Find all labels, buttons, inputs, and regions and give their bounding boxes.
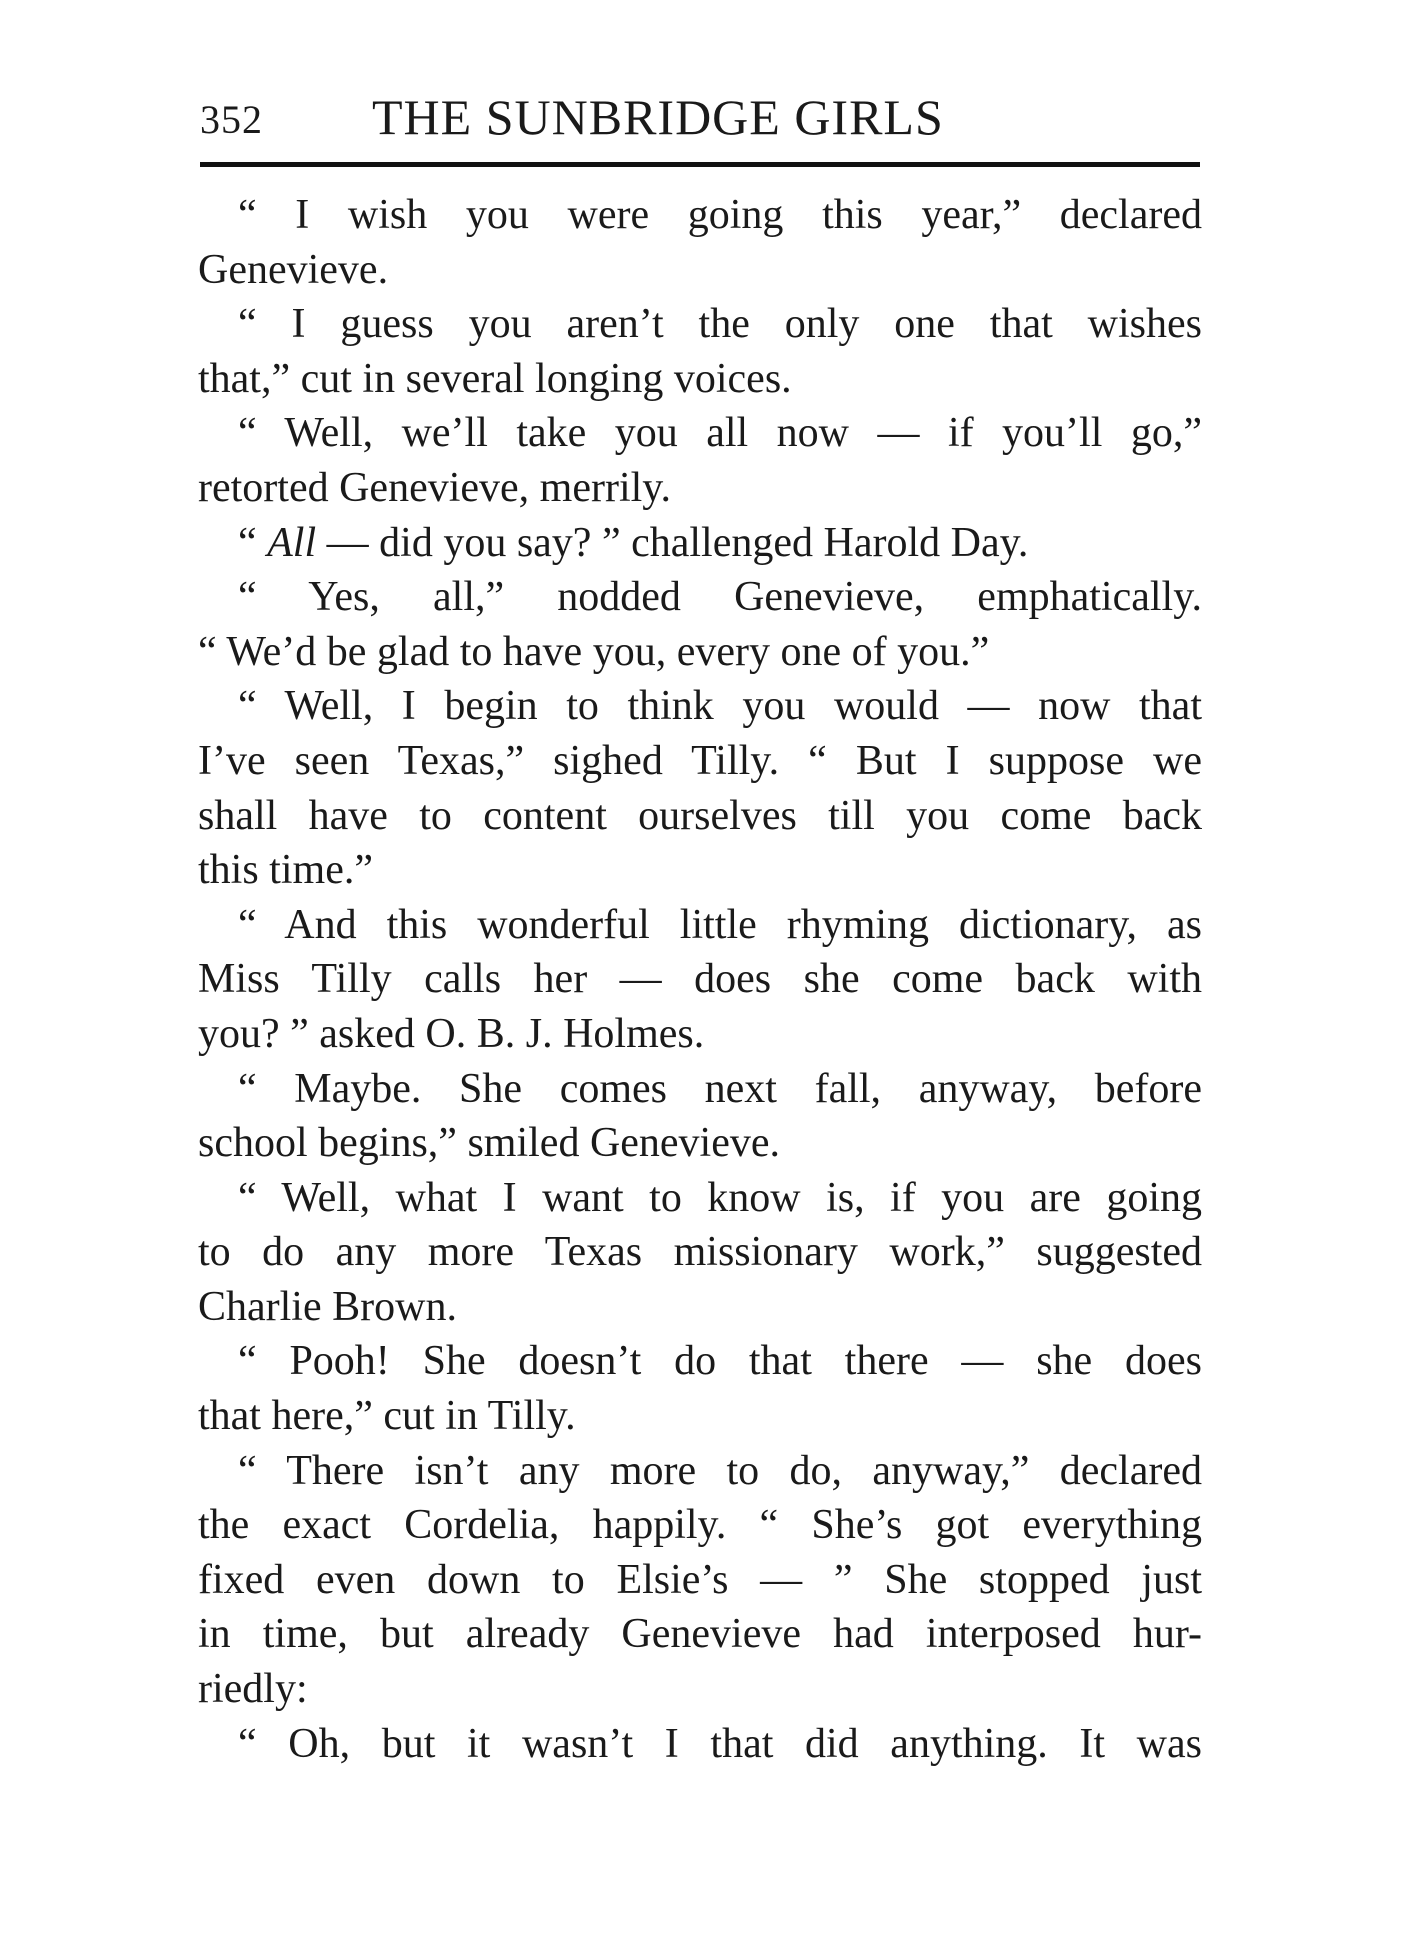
text-line: to do any more Texas missionary work,” suggested: [198, 1229, 1202, 1276]
text-line: “ Well, what I want to know is, if you are going: [238, 1174, 1202, 1221]
text-line: retorted Genevieve, merrily.: [198, 464, 672, 511]
text-line: “ Yes, all,” nodded Genevieve, emphatically.: [238, 574, 1202, 621]
text-line: “ Pooh! She doesn’t do that there — she does: [238, 1338, 1202, 1385]
italic-word: All: [267, 519, 317, 566]
text-line: “ Well, we’ll take you all now — if you’ll go,”: [238, 410, 1202, 457]
text-line: school begins,” smiled Genevieve.: [198, 1120, 781, 1167]
text-line: in time, but already Genevieve had interposed hur-: [198, 1611, 1202, 1658]
text-line: “ I wish you were going this year,” declared: [238, 192, 1202, 238]
text-line: “ And this wonderful little rhyming dictionary, as: [238, 901, 1202, 948]
text-line: “ Well, I begin to think you would — now that: [238, 683, 1202, 730]
text-line: the exact Cordelia, happily. “ She’s got everything: [198, 1502, 1202, 1549]
text-line: Miss Tilly calls her — does she come back with: [198, 956, 1202, 1003]
text-line: that,” cut in several longing voices.: [198, 355, 792, 402]
page-header: [200, 88, 1200, 148]
text-line: “ Maybe. She comes next fall, anyway, before: [238, 1065, 1202, 1112]
text-line: Genevieve.: [198, 246, 389, 293]
text-line: “ I guess you aren’t the only one that wishes: [238, 301, 1202, 348]
body-text: [198, 188, 1202, 1771]
text-line: that here,” cut in Tilly.: [198, 1393, 576, 1440]
text-line: “ There isn’t any more to do, anyway,” declared: [238, 1447, 1202, 1494]
text-line: “ We’d be glad to have you, every one of you.”: [198, 628, 990, 675]
text-line: shall have to content ourselves till you come back: [198, 792, 1202, 839]
text-line-italic: [198, 516, 1202, 571]
text-line: Charlie Brown.: [198, 1283, 457, 1330]
text-line: riedly:: [198, 1666, 308, 1713]
text-line: this time.”: [198, 847, 373, 894]
text-line: fixed even down to Elsie’s — ” She stopped just: [198, 1556, 1202, 1603]
text-line: “ Oh, but it wasn’t I that did anything. It was: [238, 1720, 1202, 1767]
quote-rest: — did you say? ” challenged Harold Day.: [316, 519, 1029, 566]
running-title: THE SUNBRIDGE GIRLS: [372, 89, 944, 145]
page-number: 352: [200, 97, 263, 142]
header-rule: [200, 162, 1200, 167]
quote-open: “: [238, 519, 268, 566]
text-line: I’ve seen Texas,” sighed Tilly. “ But I suppose we: [198, 737, 1202, 784]
text-line: you? ” asked O. B. J. Holmes.: [198, 1010, 705, 1057]
